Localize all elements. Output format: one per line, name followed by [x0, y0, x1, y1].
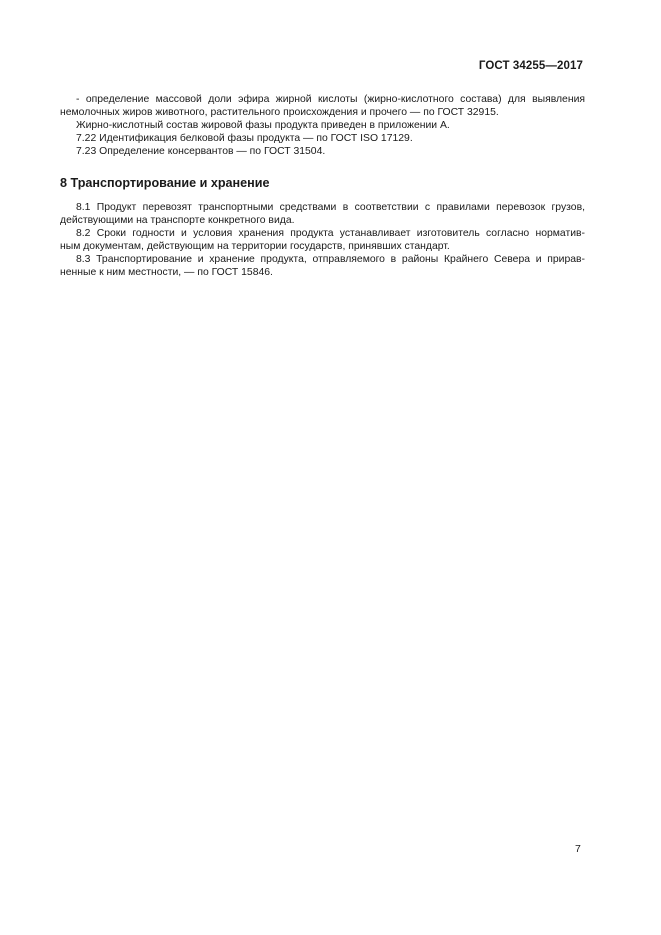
text-line: - определение массовой доли эфира жирной кислоты (жирно-кислотного состава) для выявления: [76, 94, 585, 105]
text-line: 7.23 Определение консервантов — по ГОСТ 31504.: [76, 146, 326, 157]
page-number: 7: [575, 843, 581, 855]
text-line: действующими на транспорте конкретного вида.: [60, 215, 295, 226]
text-line: 8.1 Продукт перевозят транспортными средствами в соответствии с правилами перевозок грузов,: [76, 202, 585, 213]
section-heading: 8 Транспортирование и хранение: [60, 176, 270, 190]
text-line: 8.3 Транспортирование и хранение продукта, отправляемого в районы Крайнего Севера и прирав-: [76, 254, 585, 265]
text-line: ненные к ним местности, — по ГОСТ 15846.: [60, 267, 273, 278]
text-line: Жирно-кислотный состав жировой фазы продукта приведен в приложении А.: [76, 120, 450, 131]
document-header-id: ГОСТ 34255—2017: [478, 60, 583, 72]
text-line: 7.22 Идентификация белковой фазы продукта — по ГОСТ ISO 17129.: [76, 133, 413, 144]
text-line: ным документам, действующим на территории государств, принявших стандарт.: [60, 241, 450, 252]
text-line: 8.2 Сроки годности и условия хранения продукта устанавливает изготовитель согласно норматив-: [76, 228, 585, 239]
text-line: немолочных жиров животного, растительного происхождения и прочего — по ГОСТ 32915.: [60, 107, 499, 118]
